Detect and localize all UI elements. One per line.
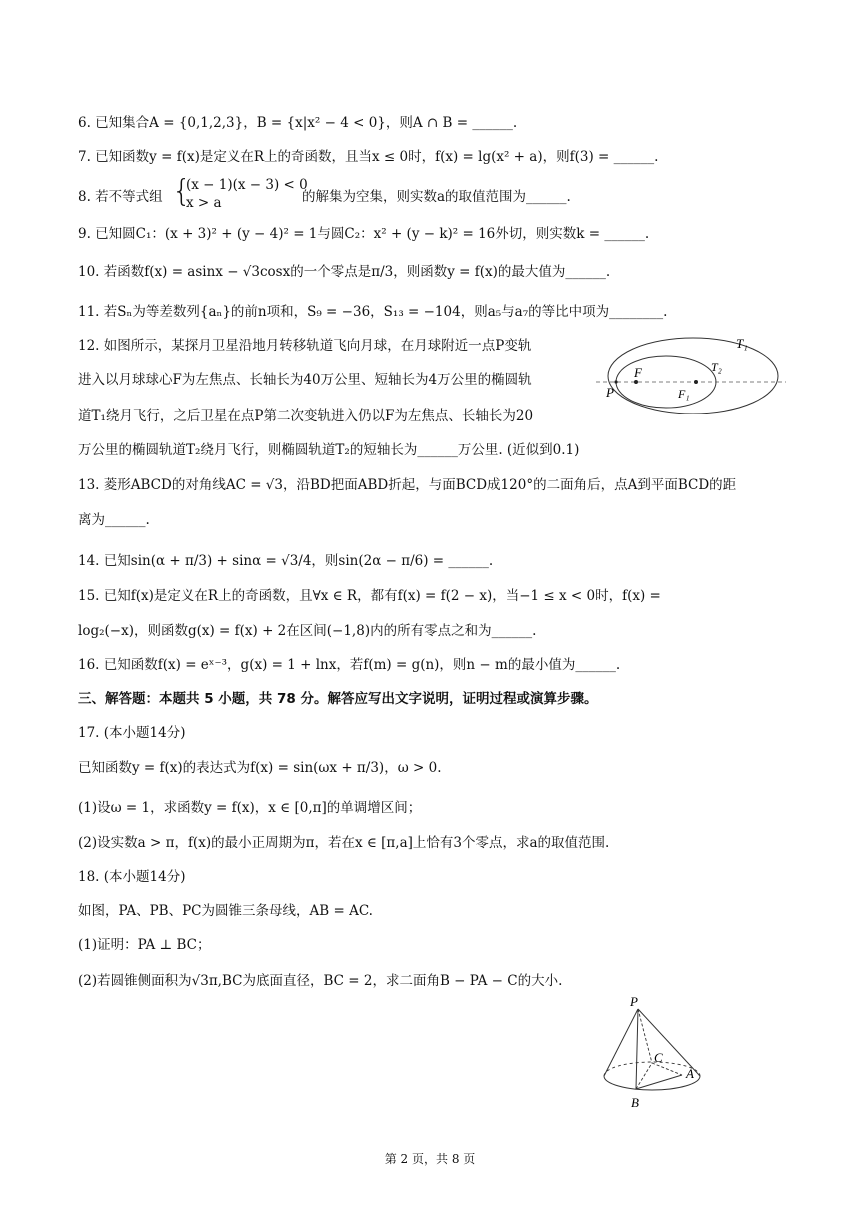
cone-label-c: C xyxy=(654,1050,663,1065)
question-18-part1: (1)证明：PA ⊥ BC； xyxy=(78,937,211,953)
question-8-system-line1: (x − 1)(x − 3) < 0 xyxy=(186,177,308,193)
focus-f-dot xyxy=(634,380,638,384)
question-17-stem: 已知函数y = f(x)的表达式为f(x) = sin(ωx + π/3)，ω > 0. xyxy=(78,760,442,776)
question-17-part2: (2)设实数a > π，f(x)的最小正周期为π，若在x ∈ [π,a]上恰有3个零点，求a的取值范围. xyxy=(78,835,610,851)
question-8-system-line2: x > a xyxy=(186,195,222,211)
orbit-diagram xyxy=(596,330,786,414)
question-13-line1: 13. 菱形ABCD的对角线AC = √3，沿BD把面ABD折起，与面BCD成120°的二面角后，点A到平面BCD的距 xyxy=(78,477,737,493)
question-6: 6. 已知集合A = {0,1,2,3}，B = {x|x² − 4 < 0}，则A ∩ B = ______. xyxy=(78,115,518,131)
question-12-line4: 万公里的椭圆轨道T₂绕月飞行，则椭圆轨道T₂的短轴长为______万公里. (近似到0.1) xyxy=(78,442,580,458)
cone-edge-ab xyxy=(636,1075,682,1089)
question-18-title: 18. (本小题14分) xyxy=(78,869,186,885)
question-18-part2: (2)若圆锥侧面积为√3π,BC为底面直径，BC = 2，求二面角B − PA − C的大小. xyxy=(78,973,563,989)
question-12-line2: 进入以月球球心F为左焦点、长轴长为40万公里、短轴长为4万公里的椭圆轨 xyxy=(78,372,532,388)
focus-f1-dot xyxy=(694,380,698,384)
orbit-label-f1: F₁ xyxy=(678,387,690,401)
question-18-stem: 如图，PA、PB、PC为圆锥三条母线，AB = AC. xyxy=(78,903,373,919)
cone-label-b: B xyxy=(631,1095,639,1110)
question-12-line1: 12. 如图所示，某探月卫星沿地月转移轨道飞向月球，在月球附近一点P变轨 xyxy=(78,338,532,354)
question-8-brace: { xyxy=(172,174,192,209)
orbit-label-t1: T₁ xyxy=(736,336,748,351)
question-17-part1: (1)设ω = 1，求函数y = f(x)，x ∈ [0,π]的单调增区间； xyxy=(78,800,422,816)
question-12 xyxy=(78,337,598,457)
question-12-line3: 道T₁绕月飞行，之后卫星在点P第二次变轨进入仍以F为左焦点、长轴长为20 xyxy=(78,408,534,424)
question-17-title: 17. (本小题14分) xyxy=(78,725,186,741)
orbit-label-f: F xyxy=(634,365,642,380)
cone-label-a: A xyxy=(686,1066,694,1081)
orbit-label-t2: T₂ xyxy=(711,360,722,374)
section-3-heading: 三、解答题：本题共 5 小题，共 78 分。解答应写出文字说明，证明过程或演算步骤。 xyxy=(78,691,598,707)
question-9: 9. 已知圆C₁：(x + 3)² + (y − 4)² = 1与圆C₂：x² + (y − k)² = 16外切，则实数k = ______. xyxy=(78,226,650,242)
question-8-prefix: 8. 若不等式组 xyxy=(78,189,163,205)
cone-diagram xyxy=(596,992,708,1116)
question-8-suffix: 的解集为空集，则实数a的取值范围为______. xyxy=(302,189,571,205)
question-16: 16. 已知函数f(x) = eˣ⁻³，g(x) = 1 + lnx，若f(m) = g(n)，则n − m的最小值为______. xyxy=(78,657,621,673)
cone-label-p: P xyxy=(630,994,638,1009)
orbit-label-p: P xyxy=(606,385,614,400)
page-footer: 第 2 页，共 8 页 xyxy=(384,1152,476,1166)
question-11: 11. 若Sₙ为等差数列{aₙ}的前n项和，S₉ = −36，S₁₃ = −104，则a₅与a₇的等比中项为________. xyxy=(78,304,668,320)
question-15-line1: 15. 已知f(x)是定义在R上的奇函数，且∀x ∈ R，都有f(x) = f(2 − x)，当−1 ≤ x < 0时，f(x) = xyxy=(78,588,661,604)
question-10: 10. 若函数f(x) = asinx − √3cosx的一个零点是π/3，则函数y = f(x)的最大值为______. xyxy=(78,264,611,280)
question-7: 7. 已知函数y = f(x)是定义在R上的奇函数，且当x ≤ 0时，f(x) = lg(x² + a)，则f(3) = ______. xyxy=(78,149,659,165)
question-13-line2: 离为______. xyxy=(78,512,150,528)
point-p-dot xyxy=(614,380,617,383)
cone-edge-pb xyxy=(636,1009,638,1089)
cone-generatrix-left xyxy=(604,1009,638,1076)
question-15-line2: log₂(−x)，则函数g(x) = f(x) + 2在区间(−1,8)内的所有零点之和为______. xyxy=(78,623,537,639)
question-14: 14. 已知sin(α + π/3) + sinα = √3/4，则sin(2α − π/6) = ______. xyxy=(78,553,494,569)
